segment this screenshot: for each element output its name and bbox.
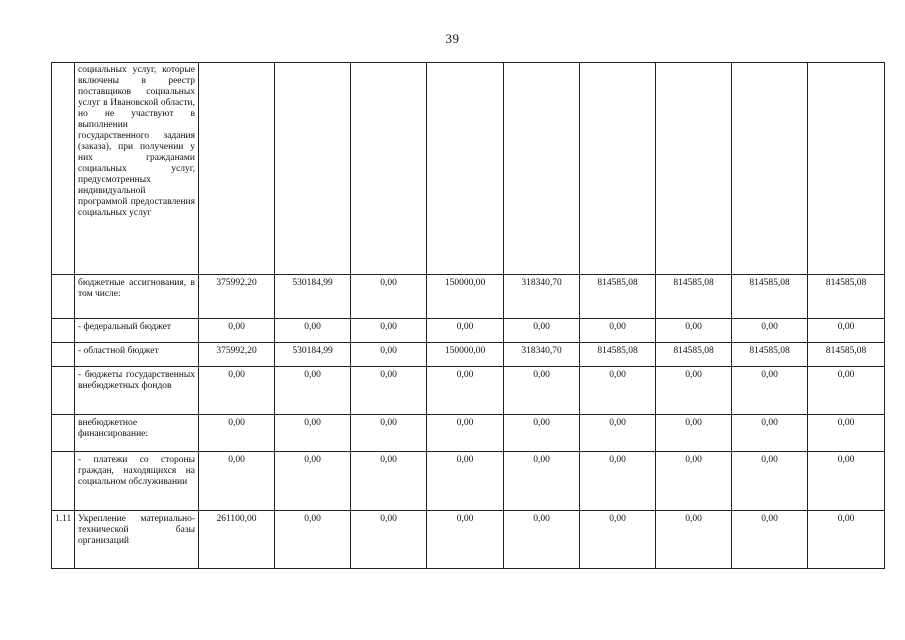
value-cell: 0,00 <box>580 367 656 415</box>
value-cell: 0,00 <box>275 367 351 415</box>
value-cell: 814585,08 <box>732 343 808 367</box>
value-cell: 0,00 <box>504 367 580 415</box>
table-row <box>52 319 885 343</box>
row-description-cell: Укрепление материально-технической базы организаций <box>75 511 199 569</box>
value-cell: 0,00 <box>808 319 885 343</box>
table-row <box>52 452 885 511</box>
value-cell: 0,00 <box>199 319 275 343</box>
row-description-cell: бюджетные ассигнования, в том числе: <box>75 275 199 319</box>
value-cell: 530184,99 <box>275 343 351 367</box>
row-description-cell: - областной бюджет <box>75 343 199 367</box>
value-cell: 0,00 <box>504 511 580 569</box>
value-cell: 0,00 <box>656 367 732 415</box>
value-cell: 0,00 <box>656 452 732 511</box>
value-cell: 814585,08 <box>580 275 656 319</box>
row-index-cell <box>52 452 75 511</box>
value-cell: 0,00 <box>580 319 656 343</box>
table-row <box>52 343 885 367</box>
value-cell: 0,00 <box>580 452 656 511</box>
value-cell: 0,00 <box>427 452 504 511</box>
value-cell: 814585,08 <box>808 343 885 367</box>
value-cell: 375992,20 <box>199 275 275 319</box>
table-row <box>52 367 885 415</box>
value-cell: 0,00 <box>656 319 732 343</box>
table-row <box>52 415 885 452</box>
value-cell: 0,00 <box>732 415 808 452</box>
row-index-cell <box>52 343 75 367</box>
value-cell: 814585,08 <box>808 275 885 319</box>
row-description-cell: социальных услуг, которые включены в реестр поставщиков социальных услуг в Ивановской области, но не участвуют в выполнении государственного задания (заказа), при получении у них гражданами социальных услуг, предусмотренных индивидуальной программой предоставления социальных услуг <box>75 63 199 275</box>
row-index-cell <box>52 275 75 319</box>
value-cell: 0,00 <box>504 319 580 343</box>
value-cell: 0,00 <box>275 452 351 511</box>
value-cell: 814585,08 <box>732 275 808 319</box>
row-description-cell: внебюджетное финансирование: <box>75 415 199 452</box>
row-index-cell <box>52 63 75 275</box>
value-cell <box>580 63 656 275</box>
value-cell: 0,00 <box>808 511 885 569</box>
value-cell: 0,00 <box>504 452 580 511</box>
value-cell <box>275 63 351 275</box>
budget-table <box>51 62 885 569</box>
value-cell: 261100,00 <box>199 511 275 569</box>
value-cell: 150000,00 <box>427 343 504 367</box>
value-cell: 0,00 <box>656 511 732 569</box>
table-row <box>52 275 885 319</box>
table-row <box>52 63 885 275</box>
value-cell: 814585,08 <box>656 275 732 319</box>
value-cell: 0,00 <box>808 367 885 415</box>
value-cell: 0,00 <box>351 343 427 367</box>
row-index-cell <box>52 319 75 343</box>
value-cell: 0,00 <box>580 511 656 569</box>
value-cell: 0,00 <box>351 319 427 343</box>
row-description-cell: - бюджеты государственных внебюджетных фондов <box>75 367 199 415</box>
value-cell: 0,00 <box>808 452 885 511</box>
page-number: 39 <box>445 31 460 46</box>
value-cell: 150000,00 <box>427 275 504 319</box>
value-cell: 0,00 <box>351 275 427 319</box>
value-cell: 530184,99 <box>275 275 351 319</box>
value-cell: 318340,70 <box>504 343 580 367</box>
value-cell: 0,00 <box>732 367 808 415</box>
value-cell <box>656 63 732 275</box>
value-cell <box>351 63 427 275</box>
value-cell: 0,00 <box>656 415 732 452</box>
value-cell: 0,00 <box>275 319 351 343</box>
value-cell: 0,00 <box>199 452 275 511</box>
value-cell: 814585,08 <box>580 343 656 367</box>
value-cell: 0,00 <box>275 511 351 569</box>
value-cell: 0,00 <box>504 415 580 452</box>
value-cell: 0,00 <box>732 319 808 343</box>
row-index-cell <box>52 415 75 452</box>
value-cell: 0,00 <box>351 452 427 511</box>
row-description-cell: - платежи со стороны граждан, находящихся на социальном обслуживании <box>75 452 199 511</box>
value-cell: 0,00 <box>732 452 808 511</box>
row-description-cell: - федеральный бюджет <box>75 319 199 343</box>
value-cell: 0,00 <box>351 415 427 452</box>
value-cell: 0,00 <box>199 367 275 415</box>
value-cell: 375992,20 <box>199 343 275 367</box>
value-cell: 0,00 <box>351 511 427 569</box>
value-cell: 0,00 <box>427 367 504 415</box>
value-cell <box>199 63 275 275</box>
value-cell: 0,00 <box>808 415 885 452</box>
value-cell <box>427 63 504 275</box>
value-cell: 0,00 <box>351 367 427 415</box>
value-cell: 0,00 <box>427 319 504 343</box>
value-cell: 0,00 <box>732 511 808 569</box>
value-cell <box>808 63 885 275</box>
value-cell: 0,00 <box>275 415 351 452</box>
value-cell: 814585,08 <box>656 343 732 367</box>
row-index-cell <box>52 367 75 415</box>
value-cell <box>504 63 580 275</box>
value-cell <box>732 63 808 275</box>
value-cell: 0,00 <box>580 415 656 452</box>
value-cell: 318340,70 <box>504 275 580 319</box>
value-cell: 0,00 <box>427 511 504 569</box>
value-cell: 0,00 <box>199 415 275 452</box>
row-index-cell: 1.11 <box>52 511 75 569</box>
table-row <box>52 511 885 569</box>
value-cell: 0,00 <box>427 415 504 452</box>
